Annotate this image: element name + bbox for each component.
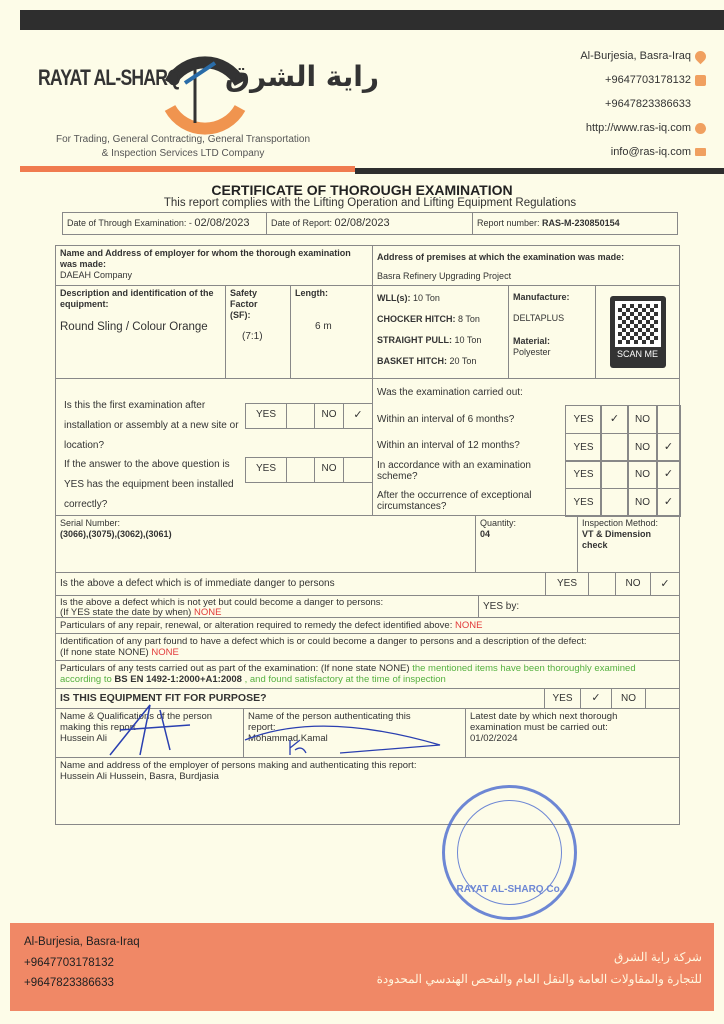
company-name-en: RAYAT AL-SHARQ	[38, 65, 181, 90]
employer-label: Name and Address of employer for whom the thorough examination was made:	[60, 248, 351, 269]
employer-persons-cell	[55, 757, 680, 825]
r3-no: NO	[627, 460, 658, 489]
length-label: Length:	[295, 288, 328, 298]
r2-yes-box[interactable]	[600, 433, 629, 462]
premises-cell	[372, 245, 680, 286]
manufacture-label: Manufacture:	[513, 292, 570, 302]
r3-yes-box[interactable]	[600, 460, 629, 489]
q2-yes-box[interactable]	[286, 457, 315, 483]
r1-no-box[interactable]	[656, 405, 681, 434]
manufacture-cell	[508, 285, 596, 379]
exam-date-label: Date of Through Examination: -	[67, 218, 192, 228]
tests-text-1: the mentioned items have been thoroughly	[412, 663, 592, 674]
premises-value: Basra Refinery Upgrading Project	[377, 271, 512, 281]
immediate-yes-box[interactable]	[588, 572, 616, 596]
ident-line1: Identification of any part found to have a defect which is or could become a danger to persons and a description of the defect:	[60, 636, 587, 647]
contact-phone2: +9647823386633	[605, 98, 691, 110]
basket-label: BASKET HITCH:	[377, 356, 447, 366]
next-exam-label: Latest date by which next thorough examination must be carried out:	[470, 711, 618, 733]
report-number: RAS-M-230850154	[542, 218, 620, 228]
serial-label: Serial Number:	[60, 518, 121, 528]
r1-label: Within an interval of 6 months?	[377, 414, 515, 425]
method-cell	[577, 515, 680, 573]
r4-label: After the occurrence of exceptional circumstances?	[377, 490, 532, 512]
q2-no: NO	[314, 457, 344, 483]
method-label: Inspection Method:	[582, 518, 659, 528]
safety-factor: (7:1)	[242, 331, 263, 342]
wll-cell	[372, 285, 509, 379]
choker-label: CHOCKER HITCH:	[377, 314, 456, 324]
material: Polyester	[513, 347, 551, 357]
report-date-cell	[266, 212, 473, 235]
tests-text-2: examined according to	[60, 663, 636, 685]
next-exam-cell	[465, 708, 680, 758]
repair-value: NONE	[455, 620, 483, 631]
location-pin-icon	[693, 48, 709, 64]
contact-email[interactable]	[611, 146, 706, 158]
q2-no-box[interactable]	[343, 457, 373, 483]
wll: 10 Ton	[413, 293, 440, 303]
tests-cell	[55, 660, 680, 689]
fit-for-purpose-label: IS THIS EQUIPMENT FIT FOR PURPOSE?	[55, 688, 545, 709]
stamp-text: RAYAT AL-SHARQ Co.	[456, 884, 563, 895]
equipment-desc-label: Description and identification of the equipment:	[60, 288, 214, 309]
choker: 8 Ton	[458, 314, 480, 324]
fit-no: NO	[611, 688, 646, 709]
equipment-desc-cell	[55, 285, 226, 379]
repair-cell	[55, 617, 680, 634]
r3-yes: YES	[565, 460, 602, 489]
globe-icon	[695, 123, 706, 134]
not-yet-line1: Is the above a defect which is not yet but could become a danger to persons:	[60, 597, 384, 608]
qr-cell	[595, 285, 680, 379]
immediate-no: NO	[615, 572, 651, 596]
question-installed: If the answer to the above question is YES has the equipment been installed correctly?	[64, 459, 234, 510]
safety-factor-label: Safety Factor (SF):	[230, 288, 258, 320]
next-exam-date: 01/02/2024	[470, 733, 518, 744]
phone-icon	[695, 75, 706, 86]
auth-name: Mohammad Kamal	[248, 733, 328, 744]
maker-label: Name & Qualifications of the person making this report	[60, 711, 213, 733]
tests-label: Particulars of any tests carried out as part of the examination: (If none state NONE)	[60, 663, 410, 674]
not-yet-danger-cell	[55, 595, 479, 618]
mail-icon	[695, 148, 706, 156]
not-yet-line2: (If YES state the date by when)	[60, 607, 192, 618]
footer-arabic-desc: للتجارة والمقاولات العامة والنقل العام والفحص الهندسي المحدودة	[376, 972, 702, 986]
material-label: Material:	[513, 336, 551, 346]
tagline-line-2: & Inspection Services LTD Company	[101, 148, 265, 159]
immediate-danger-cell: Is the above a defect which is of immediate danger to persons	[55, 572, 546, 596]
carried-out-label: Was the examination carried out:	[377, 387, 523, 398]
header-divider-black	[355, 168, 724, 174]
question-first-exam: Is this the first examination after installation or assembly at a new site or location?	[64, 400, 239, 451]
fit-no-box[interactable]	[645, 688, 680, 709]
ident-line2: (If none state NONE)	[60, 647, 149, 658]
r1-yes: YES	[565, 405, 602, 434]
serial-value: (3066),(3075),(3062),(3061)	[60, 529, 172, 539]
certificate-title: CERTIFICATE OF THOROUGH EXAMINATION	[211, 182, 513, 198]
employer-value: DAEAH Company	[60, 270, 133, 280]
company-stamp	[442, 785, 577, 920]
footer-address: Al-Burjesia, Basra-Iraq	[24, 936, 140, 948]
logo-gear-icon	[150, 38, 260, 148]
report-date-label: Date of Report:	[271, 218, 333, 228]
r4-no: NO	[627, 488, 658, 517]
email-link[interactable]: info@ras-iq.com	[610, 146, 691, 158]
report-number-label: Report number:	[477, 218, 540, 228]
r2-label: Within an interval of 12 months?	[377, 440, 520, 451]
length: 6 m	[315, 321, 332, 332]
header-divider-orange	[20, 166, 355, 172]
immediate-yes: YES	[545, 572, 589, 596]
website-link[interactable]: http://www.ras-iq.com	[585, 122, 691, 134]
fit-yes-checkbox[interactable]: ✓	[580, 688, 612, 709]
exam-date: 02/08/2023	[194, 217, 250, 229]
q1-yes-box[interactable]	[286, 403, 315, 429]
tests-text-3: , and found satisfactory at the time of inspection	[244, 674, 446, 685]
footer-phone1: +9647703178132	[24, 957, 114, 969]
employer-persons-label: Name and address of the employer of persons making and authenticating this report:	[60, 760, 417, 771]
contact-phone1	[605, 74, 706, 86]
r2-yes: YES	[565, 433, 602, 462]
r4-no-box[interactable]: ✓	[656, 488, 681, 517]
ident-value: NONE	[151, 647, 179, 658]
identification-cell	[55, 633, 680, 661]
method: VT & Dimension check	[582, 529, 652, 550]
yes-by-cell: YES by:	[478, 595, 680, 618]
r4-yes-box[interactable]	[600, 488, 629, 517]
qr-label: SCAN ME	[616, 349, 658, 359]
header-top-bar	[20, 10, 724, 30]
basket: 20 Ton	[449, 356, 477, 366]
report-date: 02/08/2023	[334, 217, 390, 229]
footer-phone2: +9647823386633	[24, 977, 114, 989]
quantity: 04	[480, 529, 491, 539]
company-name-ar: راية الشرق	[225, 60, 380, 93]
footer-arabic-name: شركة راية الشرق	[613, 950, 702, 964]
r1-yes-box[interactable]: ✓	[600, 405, 629, 434]
contact-address	[580, 50, 706, 62]
tests-standard: BS EN 1492-1:2000+A1:2008	[114, 674, 242, 685]
auth-label: Name of the person authenticating this report:	[248, 711, 411, 733]
certificate-subtitle: This report complies with the Lifting Operation and Lifting Equipment Regulations	[163, 197, 577, 209]
qr-code-icon[interactable]	[610, 296, 666, 368]
straight: 10 Ton	[454, 335, 482, 345]
quantity-cell	[475, 515, 578, 573]
q2-yes: YES	[245, 457, 287, 483]
maker-name: Hussein Ali	[60, 733, 107, 744]
address-text: Al-Burjesia, Basra-Iraq	[580, 50, 691, 62]
maker-signature	[100, 700, 220, 765]
premises-label: Address of premises at which the examination was made:	[377, 252, 625, 262]
length-cell	[290, 285, 373, 379]
serial-cell	[55, 515, 476, 573]
contact-website[interactable]	[586, 122, 706, 134]
employer-persons-value: Hussein Ali Hussein, Basra, Burdjasia	[60, 771, 219, 782]
immediate-no-checkbox[interactable]: ✓	[650, 572, 680, 596]
wll-label: WLL(s):	[377, 293, 411, 303]
q1-no-checkbox[interactable]: ✓	[343, 403, 373, 429]
equipment-desc: Round Sling / Colour Orange	[60, 321, 208, 333]
q1-no: NO	[314, 403, 344, 429]
not-yet-value: NONE	[193, 607, 222, 618]
report-number-cell	[472, 212, 678, 235]
manufacture: DELTAPLUS	[513, 313, 565, 323]
company-tagline	[38, 133, 328, 161]
r2-no: NO	[627, 433, 658, 462]
straight-label: STRAIGHT PULL:	[377, 335, 452, 345]
r3-label: In accordance with an examination scheme?	[377, 460, 531, 482]
safety-factor-cell	[225, 285, 291, 379]
fit-yes: YES	[544, 688, 581, 709]
exam-date-cell	[62, 212, 267, 235]
r2-no-box[interactable]: ✓	[656, 433, 681, 462]
employer-cell	[55, 245, 373, 286]
repair-label: Particulars of any repair, renewal, or alteration required to remedy the defect identified above:	[60, 620, 453, 631]
q1-yes: YES	[245, 403, 287, 429]
r4-yes: YES	[565, 488, 602, 517]
r1-no: NO	[627, 405, 658, 434]
quantity-label: Quantity:	[480, 518, 517, 528]
r3-no-box[interactable]: ✓	[656, 460, 681, 489]
phone1-text: +9647703178132	[605, 74, 691, 86]
tagline-line-1: For Trading, General Contracting, General Transportation	[55, 134, 311, 145]
